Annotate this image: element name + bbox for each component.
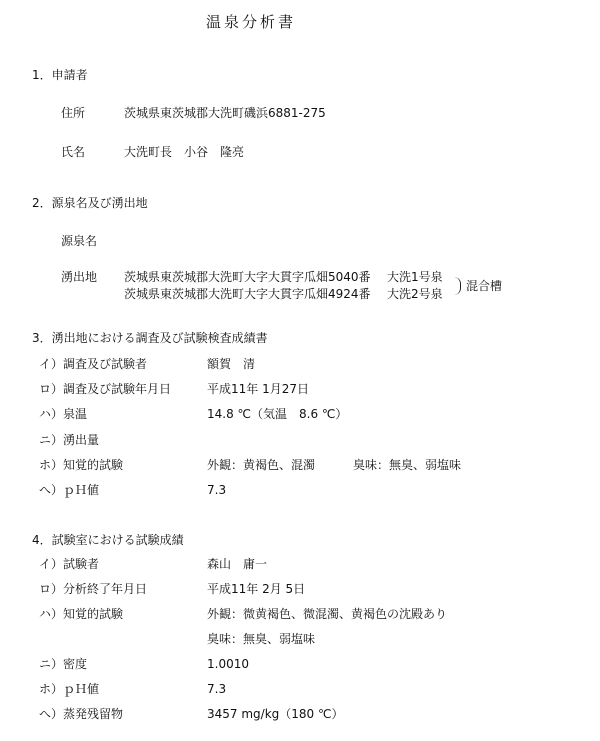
name-value: 大洗町長 小谷 隆亮 (124, 145, 245, 159)
source-name-label: 源泉名 (61, 234, 98, 248)
s3-label-temperature: ハ）泉温 (39, 407, 88, 421)
section-1-heading: 1．申請者 (32, 68, 88, 82)
s4-value-tester: 森山 庸一 (207, 557, 268, 571)
s4-value-appearance: 外観：微黄褐色、微混濁、黄褐色の沈殿あり (207, 607, 448, 621)
location-label: 湧出地 (61, 270, 98, 284)
s4-label-tester: イ）試験者 (39, 557, 100, 571)
location-1: 茨城県東茨城郡大洗町大字大貫字瓜畑5040番 (124, 270, 371, 284)
section-4-heading: 4．試験室における試験成績 (32, 533, 184, 547)
mixed-tank-note: 混合槽 (466, 279, 503, 293)
s4-label-density: ニ）密度 (39, 657, 88, 671)
s3-label-ph: へ）ｐＨ値 (39, 483, 100, 497)
address-label: 住所 (61, 106, 86, 120)
s3-label-flow: ニ）湧出量 (39, 433, 100, 447)
s4-label-date: ロ）分析終了年月日 (39, 582, 148, 596)
s4-label-residue: へ）蒸発残留物 (39, 707, 124, 721)
s4-value-density: 1.0010 (207, 657, 249, 671)
s4-value-smell-taste: 臭味：無臭、弱塩味 (207, 632, 316, 646)
s3-label-investigator: イ）調査及び試験者 (39, 357, 148, 371)
s4-value-date: 平成11年 2月 5日 (207, 582, 306, 596)
s4-value-ph: 7.3 (207, 682, 227, 696)
s4-label-sensory: ハ）知覚的試験 (39, 607, 124, 621)
name-label: 氏名 (61, 145, 86, 159)
s3-value-investigator: 額賀 清 (207, 357, 256, 371)
spring-1: 大洗1号泉 (387, 270, 443, 284)
s3-value-appearance: 外観：黄褐色、混濁 (207, 458, 316, 472)
s4-value-residue: 3457 mg/kg（180 ℃） (207, 707, 344, 721)
s3-label-sensory: ホ）知覚的試験 (39, 458, 124, 472)
spring-2: 大洗2号泉 (387, 287, 443, 301)
s3-value-date: 平成11年 1月27日 (207, 382, 309, 396)
section-3-heading: 3．湧出地における調査及び試験検査成績書 (32, 331, 268, 345)
brace-mark (454, 277, 461, 295)
s3-value-smell-taste: 臭味：無臭、弱塩味 (353, 458, 462, 472)
s3-value-temperature: 14.8 ℃（気温 8.6 ℃） (207, 407, 348, 421)
location-2: 茨城県東茨城郡大洗町大字大貫字瓜畑4924番 (124, 287, 371, 301)
document-title: 温泉分析書 (206, 13, 297, 31)
address-value: 茨城県東茨城郡大洗町磯浜6881-275 (124, 106, 326, 120)
s3-value-ph: 7.3 (207, 483, 227, 497)
s3-label-date: ロ）調査及び試験年月日 (39, 382, 172, 396)
s4-label-ph: ホ）ｐＨ値 (39, 682, 100, 696)
section-2-heading: 2．源泉名及び湧出地 (32, 196, 148, 210)
